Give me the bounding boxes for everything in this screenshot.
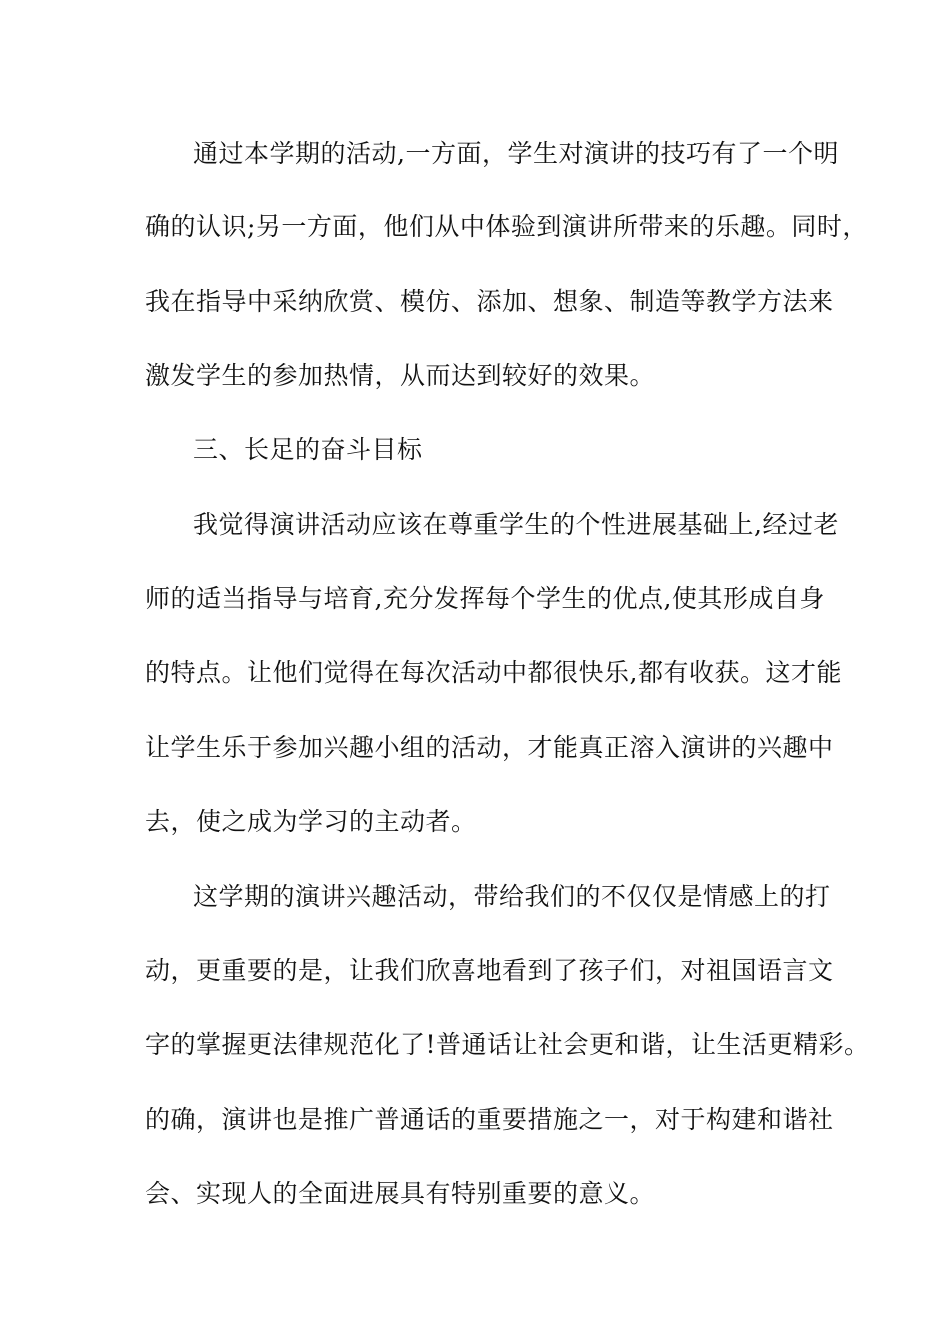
paragraph-2-line-4: 让学生乐于参加兴趣小组的活动，才能真正溶入演讲的兴趣中 [145,733,834,762]
paragraph-2-line-3: 的特点。让他们觉得在每次活动中都很快乐,都有收获。这才能 [145,658,842,687]
paragraph-3-line-2: 动，更重要的是，让我们欣喜地看到了孩子们，对祖国语言文 [145,956,834,985]
paragraph-1-line-4: 激发学生的参加热情，从而达到较好的效果。 [145,361,656,390]
paragraph-1-line-3: 我在指导中采纳欣赏、模仿、添加、想象、制造等教学方法来 [145,287,834,316]
paragraph-2-line-5: 去，使之成为学习的主动者。 [145,807,477,836]
paragraph-2-line-2: 师的适当指导与培育,充分发挥每个学生的优点,使其形成自身 [145,584,825,613]
paragraph-1-line-1: 通过本学期的活动,一方面，学生对演讲的技巧有了一个明 [193,139,839,168]
paragraph-3-line-4: 的确，演讲也是推广普通话的重要措施之一，对于构建和谐社 [145,1105,834,1134]
paragraph-3-line-1: 这学期的演讲兴趣活动，带给我们的不仅仅是情感上的打 [193,882,831,911]
paragraph-3-line-5: 会、实现人的全面进展具有特别重要的意义。 [145,1179,656,1208]
paragraph-2-line-1: 我觉得演讲活动应该在尊重学生的个性进展基础上,经过老 [193,510,839,539]
paragraph-3-line-3: 字的掌握更法律规范化了!普通话让社会更和谐，让生活更精彩。 [145,1030,870,1059]
paragraph-1-line-2: 确的认识;另一方面，他们从中体验到演讲所带来的乐趣。同时， [145,212,868,241]
section-heading: 三、长足的奋斗目标 [193,435,423,464]
